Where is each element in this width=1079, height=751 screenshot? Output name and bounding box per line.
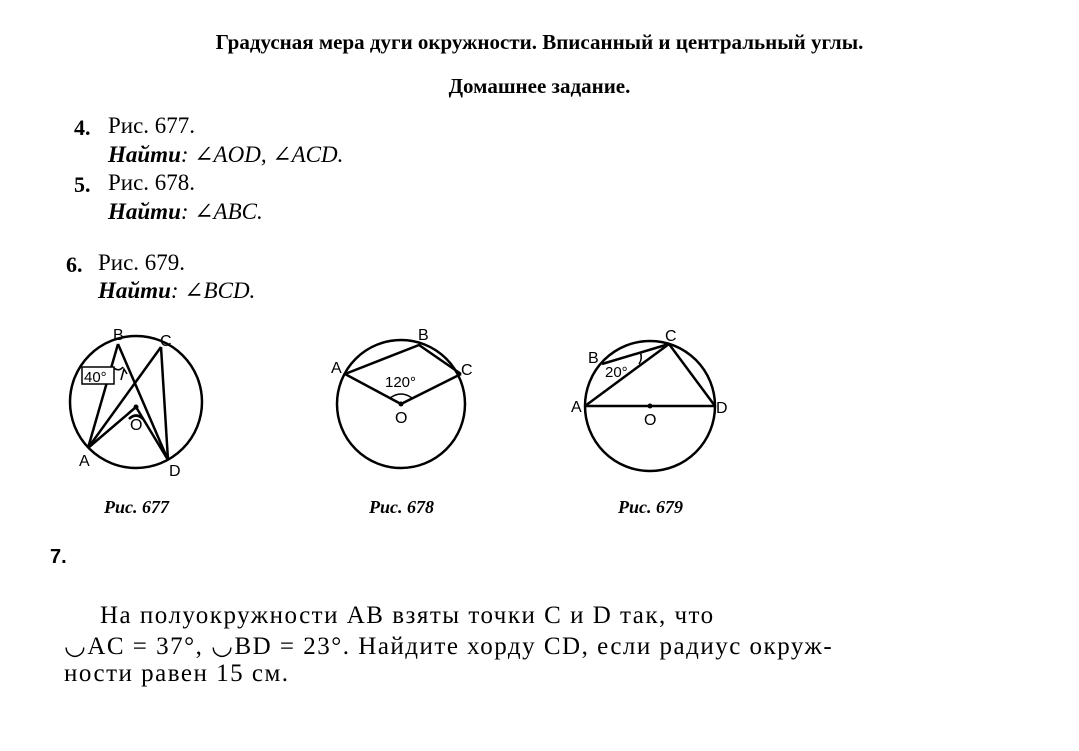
point-a-label: A <box>331 360 342 377</box>
angle-40-label: 40° <box>84 369 107 386</box>
caption-678: Рис. 678 <box>369 497 434 517</box>
find-label: Найти <box>108 199 181 224</box>
task-6-ref: Рис. 679. <box>98 250 186 275</box>
task-7-number: 7. <box>50 546 67 568</box>
task-6-number: 6. <box>66 252 83 277</box>
point-c-label: C <box>461 362 473 379</box>
page-subtitle: Домашнее задание. <box>448 74 631 98</box>
find-value: : ∠BCD. <box>170 278 256 303</box>
point-c-label: C <box>665 328 677 345</box>
task-7-line-1: На полуокружности AB взяты точки C и D так, что <box>100 602 715 629</box>
point-c-label: C <box>160 333 172 350</box>
point-o-label: O <box>395 410 408 427</box>
task-5-number: 5. <box>74 172 91 197</box>
task-7-line-3: ности равен 15 см. <box>64 660 290 687</box>
task-7-line-2: ◡AC = 37°, ◡BD = 23°. Найдите хорду CD, если радиус окруж- <box>64 633 834 660</box>
find-value: : ∠AOD, ∠ACD. <box>180 142 344 167</box>
point-b-label: B <box>588 350 599 367</box>
caption-677: Рис. 677 <box>104 497 169 517</box>
point-a-label: A <box>79 453 90 470</box>
angle-120-label: 120° <box>385 374 417 391</box>
find-value: : ∠ABC. <box>180 199 263 224</box>
task-5-ref: Рис. 678. <box>108 170 196 195</box>
find-label: Найти <box>108 142 181 167</box>
angle-20-label: 20° <box>605 364 628 381</box>
point-o-label: O <box>130 417 143 434</box>
find-label: Найти <box>98 278 171 303</box>
caption-679: Рис. 679 <box>618 497 683 517</box>
task-4-ref: Рис. 677. <box>108 113 196 138</box>
page-title: Градусная мера дуги окружности. Вписанный и центральный углы. <box>215 30 864 54</box>
point-a-label: A <box>571 399 582 416</box>
point-b-label: B <box>113 327 124 344</box>
point-d-label: D <box>169 463 181 480</box>
point-o-label: O <box>644 412 657 429</box>
task-4-number: 4. <box>74 115 91 140</box>
point-b-label: B <box>418 327 429 344</box>
point-d-label: D <box>716 400 728 417</box>
